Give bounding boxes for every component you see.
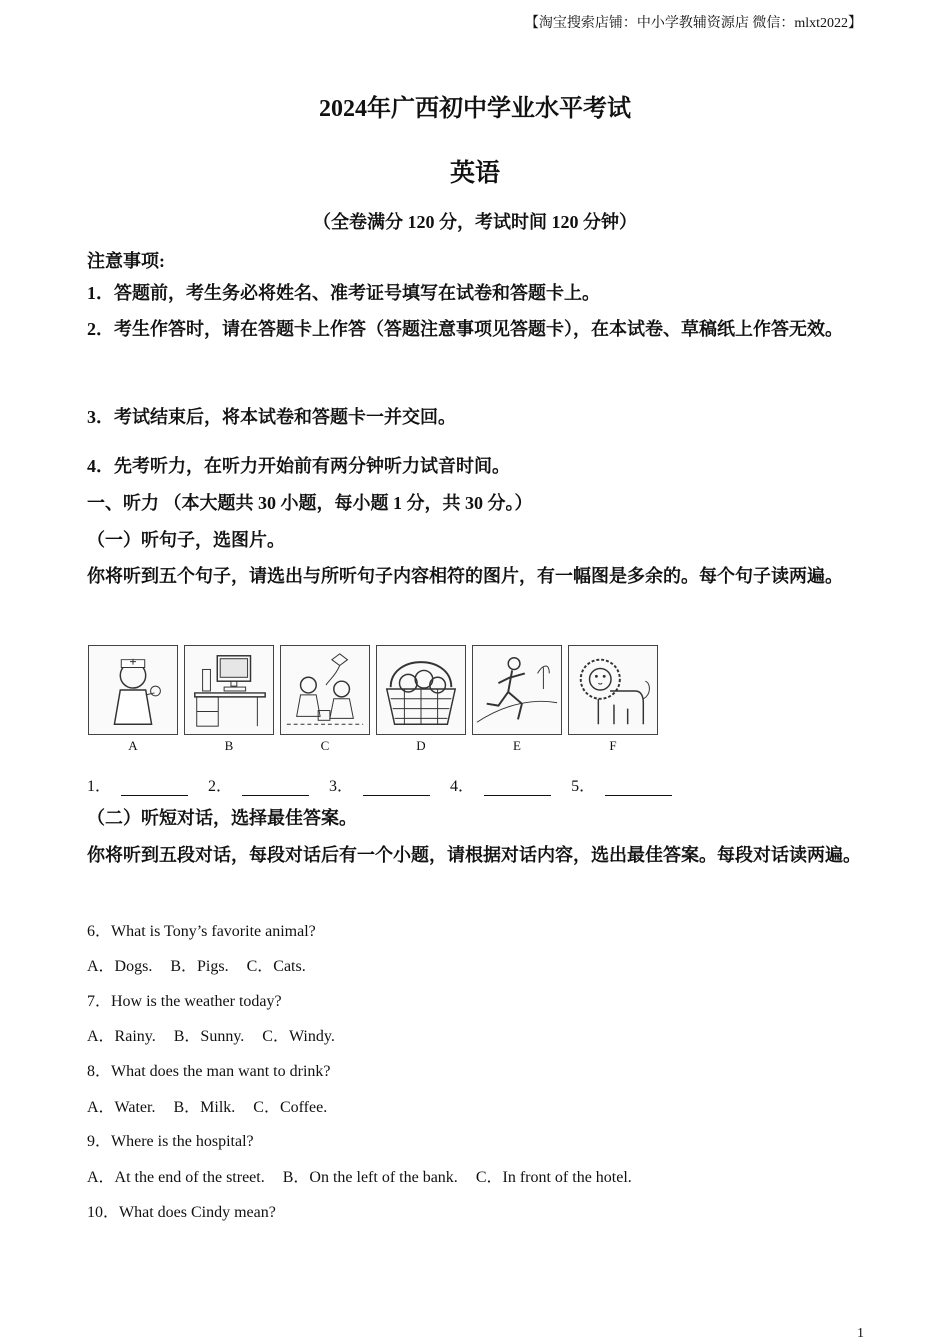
question-6: 6．What is Tony’s favorite animal? (87, 923, 316, 940)
picture-label-f: F (609, 738, 617, 753)
part1-heading: （一）听句子，选图片。 (87, 530, 285, 550)
picture-f (568, 645, 658, 735)
exam-title: 2024年广西初中学业水平考试 (319, 96, 631, 122)
option[interactable]: B．Sunny. (173, 1028, 245, 1045)
picture-label-c: C (320, 738, 330, 753)
note-item-1: 1．答题前，考生务必将姓名、准考证号填写在试卷和答题卡上。 (87, 283, 600, 303)
part1-instruction: 你将听到五个句子，请选出与所听句子内容相符的图片，有一幅图是多余的。每个句子读两遍。 (87, 566, 843, 586)
picture-label-d: D (416, 738, 426, 753)
option[interactable]: C．Windy. (262, 1028, 335, 1045)
header-note: 【淘宝搜索店铺：中小学教辅资源店 微信：mlxt2022】 (524, 16, 862, 31)
option[interactable]: A．Dogs. (87, 958, 153, 975)
answer-blanks (87, 773, 672, 796)
question-7-options (87, 1023, 349, 1046)
part2-instruction: 你将听到五段对话，每段对话后有一个小题，请根据对话内容，选出最佳答案。每段对话读两遍。 (87, 845, 861, 865)
exam-info: （全卷满分 120 分，考试时间 120 分钟） (313, 212, 637, 232)
picture-label-a: A (128, 738, 138, 753)
option[interactable]: B．Milk. (173, 1099, 236, 1116)
answer-blank[interactable]: 5． (571, 773, 672, 796)
answer-blank[interactable]: 4． (450, 773, 551, 796)
picture-d (376, 645, 466, 735)
note-item-4: 4．先考听力，在听力开始前有两分钟听力试音时间。 (87, 456, 510, 476)
part2-heading: （二）听短对话，选择最佳答案。 (87, 808, 357, 828)
picture-a (88, 645, 178, 735)
lion-icon (569, 646, 657, 734)
question-9: 9．Where is the hospital? (87, 1133, 254, 1150)
option[interactable]: C．Coffee. (253, 1099, 328, 1116)
answer-blank[interactable]: 3． (329, 773, 430, 796)
question-8-options (87, 1094, 341, 1117)
nurse-icon (89, 646, 177, 734)
option[interactable]: B．On the left of the bank. (282, 1169, 458, 1186)
option[interactable]: C．Cats. (246, 958, 306, 975)
picture-c (280, 645, 370, 735)
option[interactable]: C．In front of the hotel. (475, 1169, 632, 1186)
section1-heading: 一、听力 （本大题共 30 小题，每小题 1 分，共 30 分。） (87, 493, 533, 513)
answer-blank[interactable]: 2． (208, 773, 309, 796)
option[interactable]: A．Water. (87, 1099, 156, 1116)
question-9-options (87, 1164, 646, 1187)
question-6-options (87, 953, 320, 976)
option[interactable]: A．At the end of the street. (87, 1169, 265, 1186)
option[interactable]: A．Rainy. (87, 1028, 156, 1045)
page-number: 1 (857, 1326, 864, 1341)
subject-title: 英语 (449, 160, 500, 187)
computer-desk-icon (185, 646, 273, 734)
note-item-2: 2．考生作答时，请在答题卡上作答（答题注意事项见答题卡），在本试卷、草稿纸上作答无效。 (87, 319, 843, 339)
notes-heading: 注意事项: (87, 251, 165, 271)
question-7: 7．How is the weather today? (87, 993, 282, 1010)
picture-row (88, 645, 663, 755)
answer-blank[interactable]: 1． (87, 773, 188, 796)
picture-label-b: B (224, 738, 234, 753)
picnic-icon (281, 646, 369, 734)
runner-icon (473, 646, 561, 734)
note-item-3: 3．考试结束后，将本试卷和答题卡一并交回。 (87, 407, 456, 427)
picture-b (184, 645, 274, 735)
question-8: 8．What does the man want to drink? (87, 1063, 331, 1080)
option[interactable]: B．Pigs. (170, 958, 229, 975)
apple-basket-icon (377, 646, 465, 734)
question-10: 10．What does Cindy mean? (87, 1204, 276, 1221)
picture-e (472, 645, 562, 735)
picture-label-e: E (513, 738, 521, 753)
